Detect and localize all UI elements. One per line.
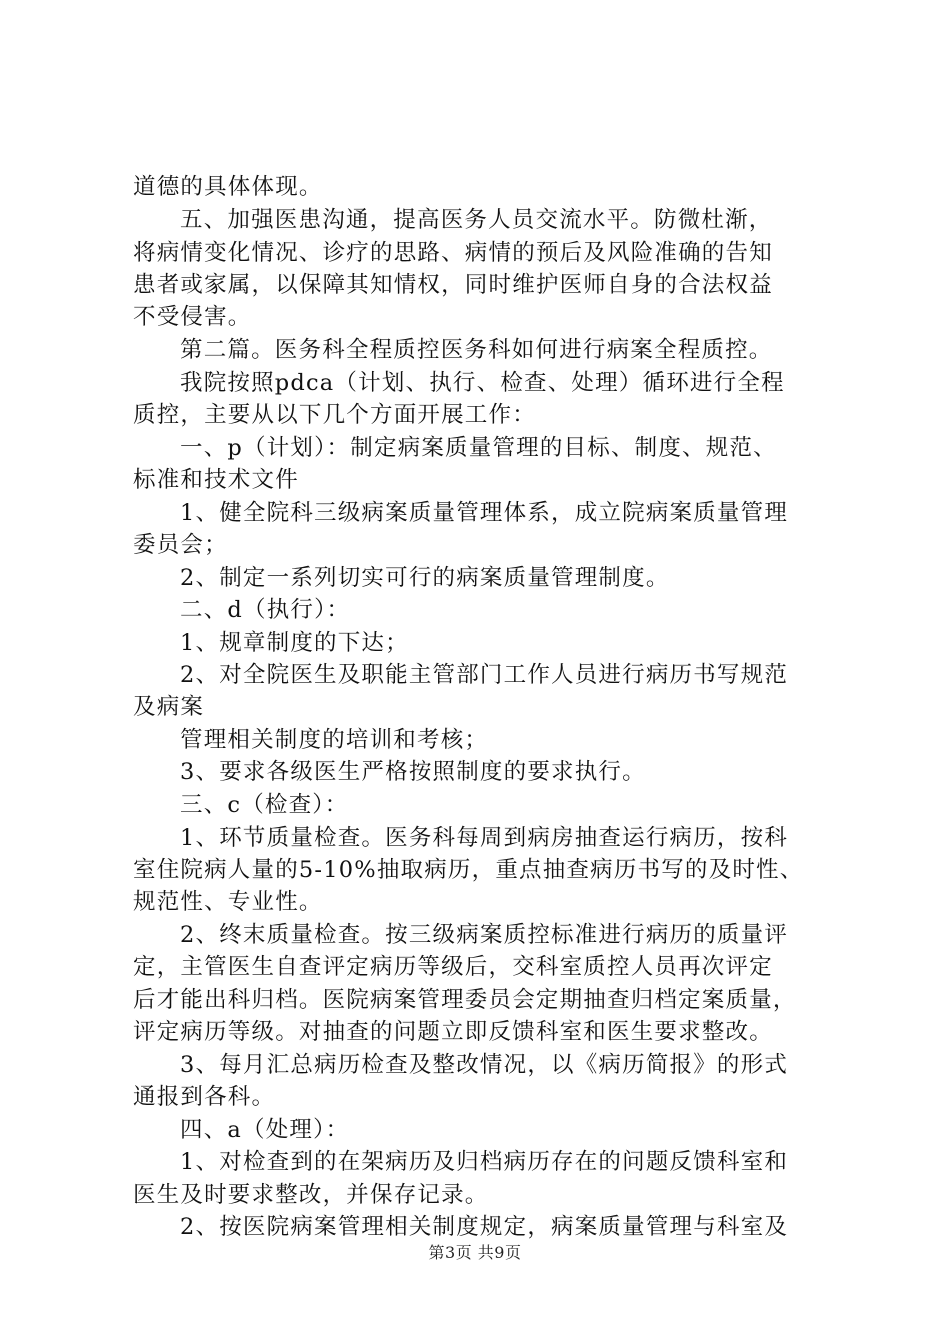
text-line: 规范性、专业性。 [133,889,323,915]
text-line: 1、环节质量检查。医务科每周到病房抽查运行病历，按科 [180,825,789,851]
text-line: 不受侵害。 [133,304,252,330]
text-line: 通报到各科。 [133,1084,276,1110]
text-line: 质控，主要从以下几个方面开展工作： [133,402,536,428]
text-line: 患者或家属，以保障其知情权，同时维护医师自身的合法权益 [133,272,773,298]
text-line: 五、加强医患沟通，提高医务人员交流水平。防微杜渐， [180,207,773,233]
text-line: 2、对全院医生及职能主管部门工作人员进行病历书写规范 [180,662,789,688]
text-line: 3、要求各级医生严格按照制度的要求执行。 [180,759,646,785]
text-line: 2、制定一系列切实可行的病案质量管理制度。 [180,565,670,591]
text-line: 道德的具体体现。 [133,174,323,200]
text-line: 一、p（计划）：制定病案质量管理的目标、制度、规范、 [180,435,777,461]
text-line: 医生及时要求整改，并保存记录。 [133,1182,489,1208]
text-line: 将病情变化情况、诊疗的思路、病情的预后及风险准确的告知 [133,240,773,266]
text-line: 管理相关制度的培训和考核； [180,727,489,753]
text-line: 我院按照pdca（计划、执行、检查、处理）循环进行全程 [180,370,785,396]
text-line: 1、对检查到的在架病历及归档病历存在的问题反馈科室和 [180,1149,789,1175]
text-line: 评定病历等级。对抽查的问题立即反馈科室和医生要求整改。 [133,1019,773,1045]
text-line: 室住院病人量的5-10%抽取病历，重点抽查病历书写的及时性、 [133,857,804,883]
text-line: 及病案 [133,694,205,720]
text-line: 2、按医院病案管理相关制度规定，病案质量管理与科室及 [180,1214,789,1240]
text-line: 后才能出科归档。医院病案管理委员会定期抽查归档定案质量， [133,987,797,1013]
text-line: 1、健全院科三级病案质量管理体系，成立院病案质量管理 [180,500,789,526]
text-line: 二、d（执行）： [180,597,351,623]
text-line: 定，主管医生自查评定病历等级后，交科室质控人员再次评定 [133,954,773,980]
text-line: 第二篇。医务科全程质控医务科如何进行病案全程质控。 [180,337,773,363]
text-line: 3、每月汇总病历检查及整改情况，以《病历简报》的形式 [180,1052,789,1078]
page-number-footer: 第3页 共9页 [428,1243,522,1262]
text-line: 1、规章制度的下达； [180,630,409,656]
text-line: 委员会； [133,532,228,558]
text-line: 2、终末质量检查。按三级病案质控标准进行病历的质量评 [180,922,789,948]
text-line: 三、c（检查）： [180,792,349,818]
text-line: 四、a（处理）： [180,1117,350,1143]
text-line: 标准和技术文件 [133,467,299,493]
